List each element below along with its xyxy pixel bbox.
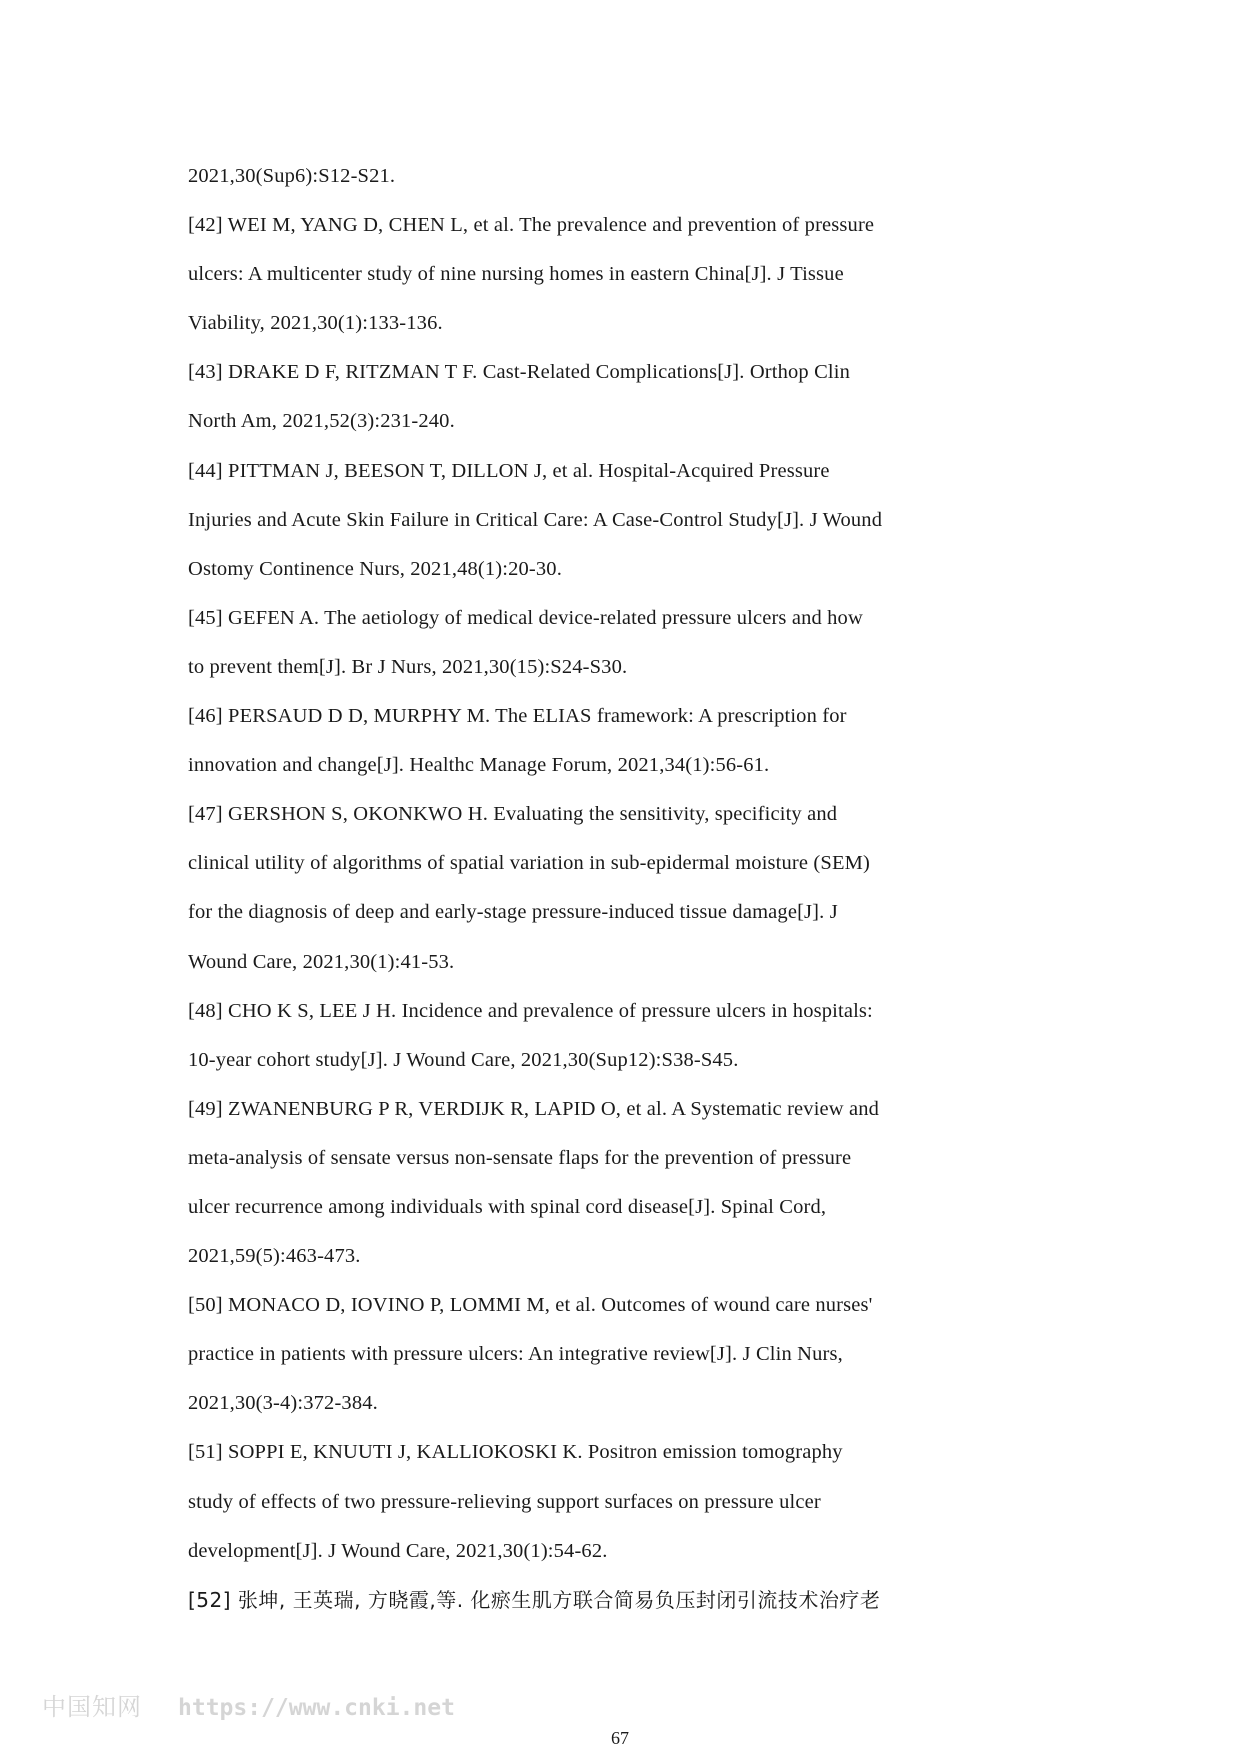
reference-line: study of effects of two pressure-relieving support surfaces on pressure ulcer <box>188 1490 821 1513</box>
reference-line: 2021,30(3-4):372-384. <box>188 1392 378 1415</box>
cnki-watermark <box>42 1687 455 1722</box>
reference-line: Injuries and Acute Skin Failure in Critical Care: A Case-Control Study[J]. J Wound <box>188 508 883 531</box>
reference-line: [47] GERSHON S, OKONKWO H. Evaluating the sensitivity, specificity and <box>188 803 838 826</box>
reference-line: Viability, 2021,30(1):133-136. <box>188 312 443 335</box>
reference-entry <box>188 1085 1068 1281</box>
reference-entry <box>188 987 1068 1085</box>
watermark-site-name: 中国知网 <box>42 1693 142 1721</box>
reference-entry <box>188 594 1068 692</box>
reference-entry <box>188 692 1068 790</box>
reference-line: North Am, 2021,52(3):231-240. <box>188 410 455 433</box>
reference-entry <box>188 1281 1068 1428</box>
reference-entry <box>188 790 1068 986</box>
reference-line: practice in patients with pressure ulcers: An integrative review[J]. J Clin Nurs, <box>188 1343 843 1366</box>
watermark-url: https://www.cnki.net <box>178 1695 455 1721</box>
reference-line: [51] SOPPI E, KNUUTI J, KALLIOKOSKI K. Positron emission tomography <box>188 1441 843 1464</box>
reference-line: [52] 张坤, 王英瑞, 方晓霞,等. 化瘀生肌方联合简易负压封闭引流技术治疗老 <box>188 1587 881 1612</box>
reference-line: [43] DRAKE D F, RITZMAN T F. Cast-Related Complications[J]. Orthop Clin <box>188 361 851 384</box>
reference-entry <box>188 348 1068 446</box>
reference-line: innovation and change[J]. Healthc Manage Forum, 2021,34(1):56-61. <box>188 754 770 777</box>
reference-line: meta-analysis of sensate versus non-sensate flaps for the prevention of pressure <box>188 1146 852 1169</box>
reference-line: ulcer recurrence among individuals with spinal cord disease[J]. Spinal Cord, <box>188 1195 827 1218</box>
reference-line: Ostomy Continence Nurs, 2021,48(1):20-30. <box>188 557 562 580</box>
reference-line: 10-year cohort study[J]. J Wound Care, 2021,30(Sup12):S38-S45. <box>188 1048 739 1071</box>
reference-line: ulcers: A multicenter study of nine nursing homes in eastern China[J]. J Tissue <box>188 263 844 286</box>
reference-line: [45] GEFEN A. The aetiology of medical device-related pressure ulcers and how <box>188 606 863 629</box>
reference-line: [46] PERSAUD D D, MURPHY M. The ELIAS framework: A prescription for <box>188 705 847 728</box>
reference-line: [50] MONACO D, IOVINO P, LOMMI M, et al. Outcomes of wound care nurses' <box>188 1294 873 1317</box>
reference-entry <box>188 152 1068 201</box>
reference-line: 2021,59(5):463-473. <box>188 1245 361 1268</box>
reference-line: Wound Care, 2021,30(1):41-53. <box>188 950 455 973</box>
reference-line: 2021,30(Sup6):S12-S21. <box>188 165 396 187</box>
reference-line: [44] PITTMAN J, BEESON T, DILLON J, et al. Hospital-Acquired Pressure <box>188 459 830 482</box>
reference-line: [48] CHO K S, LEE J H. Incidence and prevalence of pressure ulcers in hospitals: <box>188 999 873 1022</box>
reference-entry <box>188 447 1068 594</box>
reference-entry <box>188 201 1068 348</box>
reference-entry <box>188 1576 1068 1625</box>
reference-line: [42] WEI M, YANG D, CHEN L, et al. The prevalence and prevention of pressure <box>188 214 875 237</box>
reference-line: [49] ZWANENBURG P R, VERDIJK R, LAPID O, et al. A Systematic review and <box>188 1097 880 1120</box>
reference-line: clinical utility of algorithms of spatial variation in sub-epidermal moisture (SEM) <box>188 852 870 875</box>
reference-line: to prevent them[J]. Br J Nurs, 2021,30(15):S24-S30. <box>188 655 628 678</box>
reference-line: for the diagnosis of deep and early-stage pressure-induced tissue damage[J]. J <box>188 901 838 924</box>
reference-line: development[J]. J Wound Care, 2021,30(1):54-62. <box>188 1539 608 1562</box>
reference-entry <box>188 1428 1068 1575</box>
reference-list <box>188 152 1068 1625</box>
page-number: 67 <box>611 1728 629 1748</box>
